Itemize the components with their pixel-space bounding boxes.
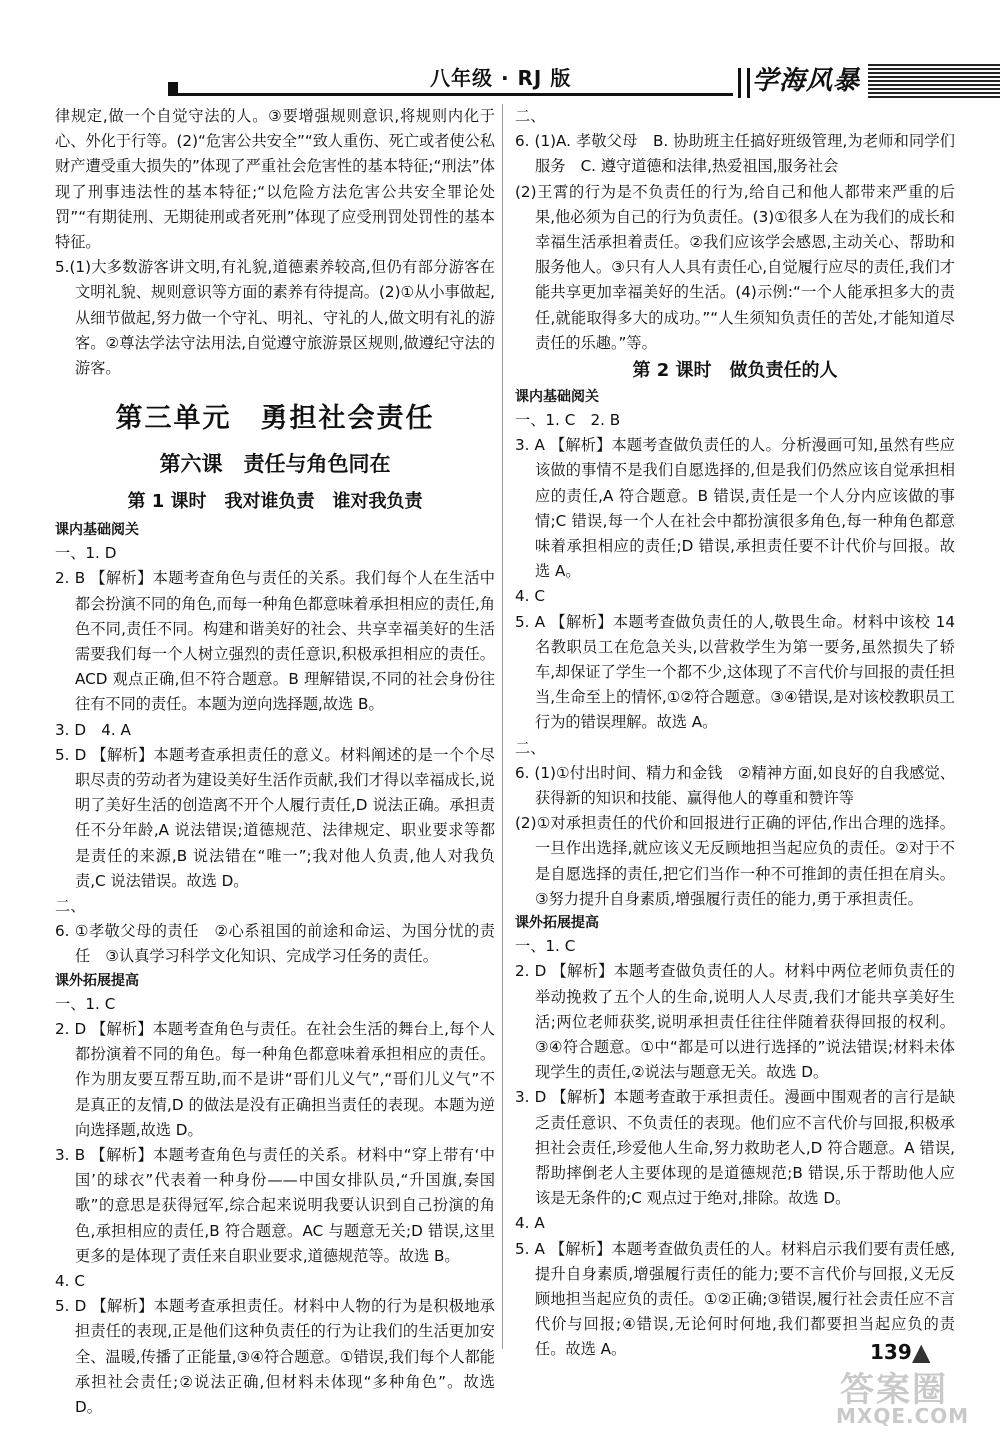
answer-item: 二、 — [515, 107, 546, 125]
lesson-title: 第六课 责任与角色同在 — [159, 452, 391, 477]
header-stripes — [868, 64, 1000, 98]
watermark-logo-text: 答案圈 — [840, 1370, 948, 1410]
answer-item: 3. D 【解析】本题考查敢于承担责任。漫画中围观者的言行是缺乏责任意识、不负责任的表现。他们应不言代价与回报,积极承担社会责任,珍爱他人生命,努力救助老人,D 符合题意。A 错误,帮助摔倒老人主要体现的是道德规范;B 错误,乐于帮助他人应该是无条件的;C 观点过于绝对,排除。故选 D。 — [515, 1088, 955, 1208]
answer-item: 4. C — [515, 587, 545, 606]
page-corner-icon: ▲ — [912, 1338, 931, 1366]
answer-item: 3. A 【解析】本题考查做负责任的人。分析漫画可知,虽然有些应该做的事情不是我们自愿选择的,但是我们仍然应该自觉承担相应的责任,A 符合题意。B 错误,责任是一个人分内应该做的事情;C 错误,每一个人在社会中都扮演很多角色,每一种角色都意味着承担相应的责任;D 错误,承担责任要不计代价与回报。故选 A。 — [515, 436, 955, 581]
answer-item: 一、1. D — [55, 544, 117, 563]
answer-item: 3. B 【解析】本题考查角色与责任的关系。材料中“穿上带有‘中国’的球衣”代表着一种身份——中国女排队员,“升国旗,奏国歌”的意思是获得冠军,综合起来说明我要认识到自己扮演的角色,承担相应的责任,B 符合题意。AC 与题意无关;D 错误,这里更多的是体现了责任来自职业要求,道德规范等。故选 B。 — [55, 1145, 495, 1265]
unit-title: 第三单元 勇担社会责任 — [115, 403, 435, 435]
answer-item: 一、1. C 2. B — [515, 411, 621, 430]
section-label-basic: 课内基础阅关 — [515, 389, 599, 406]
answer-item: 5. D 【解析】本题考查承担责任的意义。材料阐述的是一个个尽职尽责的劳动者为建设美好生活作贡献,我们才得以幸福成长,说明了美好生活的创造离不开个人履行责任,D 说法正确。承担责任不分年龄,A 说法错误;道德规范、法律规定、职业要求等都是责任的来源,B 说法错在“唯一”;我对他人负责,他人对我负责,C 说法错误。故选 D。 — [55, 745, 495, 890]
answer-item: 6. (1)A. 孝敬父母 B. 协助班主任搞好班级管理,为老师和同学们服务 C. 遵守道德和法律,热爱祖国,服务社会 — [515, 132, 955, 176]
answer-item: 一、1. C — [55, 994, 116, 1013]
left-column — [55, 104, 495, 1420]
answer-item: 6. ①孝敬父母的责任 ②心系祖国的前途和命运、为国分忧的责任 ③认真学习科学文化知识、完成学习任务的责任。 — [55, 922, 495, 966]
header-rule — [168, 93, 733, 96]
answer-item: (2)①对承担责任的代价和回报进行正确的评估,作出合理的选择。一旦作出选择,就应该义无反顾地担当起应负的责任。②对于不是自愿选择的责任,把它们当作一种不可推卸的责任担在肩头。③努力提升自身素质,增强履行责任的能力,勇于承担责任。 — [515, 814, 955, 908]
section-label-extension: 课外拓展提高 — [55, 972, 139, 989]
section-label-basic: 课内基础阅关 — [55, 522, 139, 539]
answer-item: 一、1. C — [515, 937, 576, 956]
period-title: 第 1 课时 我对谁负责 谁对我负责 — [127, 491, 423, 513]
answer-item: 二、 — [515, 738, 546, 757]
answer-item: 5. A 【解析】本题考查做负责任的人,敬畏生命。材料中该校 14 名教职员工在危急关头,以营救学生为第一要务,虽然损失了轿车,却保证了学生一个都不少,这体现了不言代价与回报的责任担当,生命至上的情怀,①②符合题意。③④错误,是对该校教职员工行为的错误理解。故选 A。 — [515, 612, 955, 732]
brand-logo: 学海风暴 — [752, 66, 861, 96]
page-header — [0, 60, 1000, 100]
answer-item: 5. D 【解析】本题考查承担责任。材料中人物的行为是积极地承担责任的表现,正是他们这种负责任的行为让我们的生活更加安全、温暖,传播了正能量,③④符合题意。①错误,我们每个人都能承担社会责任;②说法正确,但材料未体现“多种角色”。故选 D。 — [55, 1297, 495, 1416]
section-label-extension: 课外拓展提高 — [515, 915, 599, 932]
grade-edition-title: 八年级 · RJ 版 — [430, 66, 572, 90]
answer-item: (2)王霄的行为是不负责任的行为,给自己和他人都带来严重的后果,他必须为自己的行为负责任。(3)①很多人在为我们的成长和幸福生活承担着责任。②我们应该学会感恩,主动关心、帮助和服务他人。③只有人人具有责任心,自觉履行应尽的责任,我们才能共享更加幸福美好的生活。(4)示例:“一个人能承担多大的责任,就能取得多大的成功。”“人生须知负责任的苦处,才能知道尽责任的乐趣。”等。 — [515, 182, 955, 352]
intro-paragraph: 律规定,做一个自觉守法的人。③要增强规则意识,将规则内化于心、外化于行等。(2)“危害公共安全”“致人重伤、死亡或者使公私财产遭受重大损失的”体现了严重社会危害性的基本特征;“刑法”体现了刑事违法性的基本特征;“以危险方法危害公共安全罪论处罚”“有期徒刑、无期徒刑或者死刑”体现了应受刑罚处罚性的基本特征。 — [55, 107, 495, 252]
question-5-intro: 5.(1)大多数游客讲文明,有礼貌,道德素养较高,但仍有部分游客在文明礼貌、规则意识等方面的素养有待提高。(2)①从小事做起,从细节做起,努力做一个守礼、明礼、守礼的人,做文明有礼的游客。②尊法学法守法用法,自觉遵守旅游景区规则,做遵纪守法的游客。 — [55, 258, 495, 378]
answer-item: 5. A 【解析】本题考查做负责任的人。材料启示我们要有责任感,提升自身素质,增强履行责任的能力;要不言代价与回报,义无反顾地担当起应负的责任。①②正确;③错误,履行社会责任应不言代价与回报;④错误,无论何时何地,我们都要担当起应负的责任。故选 A。 — [515, 1239, 955, 1359]
answer-item: 2. B 【解析】本题考查角色与责任的关系。我们每个人在生活中都会扮演不同的角色,而每一种角色都意味着承担相应的责任,角色不同,责任不同。构建和谐美好的社会、共享幸福美好的生活需要我们每一个人树立强烈的责任意识,积极承担相应的责任。ACD 观点正确,但不符合题意。B 理解错误,不同的社会身份往往有不同的责任。本题为逆向选择题,故选 B。 — [55, 569, 495, 714]
answer-item: 3. D 4. A — [55, 720, 131, 739]
brand-bars-icon — [738, 68, 750, 98]
answer-item: 6. (1)①付出时间、精力和金钱 ②精神方面,如良好的自我感觉、获得新的知识和技能、赢得他人的尊重和赞许等 — [515, 763, 955, 808]
watermark — [830, 1362, 1000, 1432]
answer-item: 4. C — [55, 1271, 85, 1290]
column-divider — [502, 104, 503, 1349]
right-column — [515, 104, 955, 1363]
answer-item: 2. D 【解析】本题考查角色与责任。在社会生活的舞台上,每个人都扮演着不同的角色。每一种角色都意味着承担相应的责任。作为朋友要互帮互助,而不是讲“哥们儿义气”,“哥们儿义气”不是真正的友情,D 的做法是没有正确担当责任的表现。本题为逆向选择题,故选 D。 — [55, 1019, 495, 1139]
period-title: 第 2 课时 做负责任的人 — [632, 360, 838, 382]
answer-item: 二、 — [55, 897, 86, 916]
page-number: 139 — [870, 1340, 912, 1364]
answer-item: 2. D 【解析】本题考查做负责任的人。材料中两位老师负责任的举动挽救了五个人的生命,说明人人尽责,我们才能共享美好生活;两位老师获奖,说明承担责任往往伴随着获得回报的权利。③④符合题意。①中“都是可以进行选择的”说法错误;材料未体现学生的责任,②说法与题意无关。故选 D。 — [515, 962, 955, 1082]
watermark-url: MXQE.COM — [836, 1404, 970, 1428]
answer-item: 4. A — [515, 1214, 545, 1233]
